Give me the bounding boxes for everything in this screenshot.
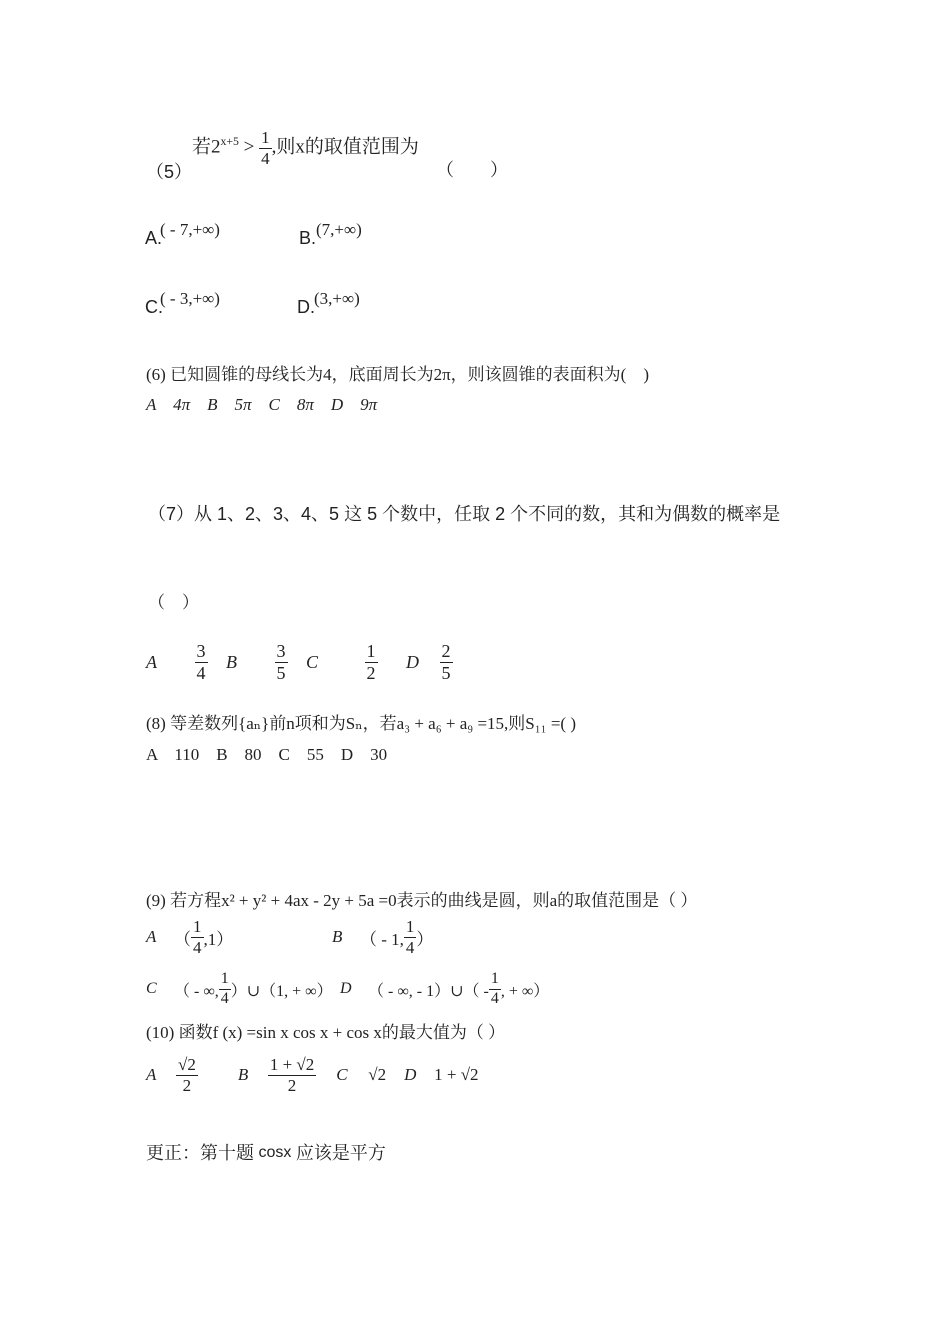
q6-stem: (6) 已知圆锥的母线长为4，底面周长为2π，则该圆锥的表面积为( ) (146, 365, 649, 384)
q5-exponent: x+5 (220, 135, 239, 149)
q9-option-c-label: C (146, 980, 157, 997)
correction-suffix: 应该是平方 (291, 1143, 386, 1163)
q5-number: （5） (146, 162, 193, 182)
q5-fraction: $\frac{1}{4}$ (261, 128, 270, 168)
q10-option-a: $\frac{√2}{2}$ (178, 1054, 196, 1095)
q5-text-post: ,则x的取值范围为 (271, 136, 419, 158)
q5-option-c-label: C. (145, 297, 163, 317)
q9-option-d-label: D (340, 980, 352, 997)
q8-stem: (8) 等差数列{aₙ}前n项和为Sₙ，若a₃ + a₆ + a₉ =15,则S₁₁ =( ) (146, 714, 576, 733)
q7-option-d: $\frac{2}{5}$ (441, 640, 451, 683)
q7-options (146, 638, 456, 686)
q10-option-d: 1 + √2 (434, 1065, 479, 1084)
q5-option-c: ( - 3,+∞) (160, 289, 220, 308)
q7-option-c-label: C (306, 651, 319, 672)
correction-prefix: 更正：第十题 (146, 1143, 259, 1163)
q5-option-d-label: D. (297, 297, 315, 317)
q7-stem: （7）从 1、2、3、4、5 这 5 个数中，任取 2 个不同的数，其和为偶数的概率是 (148, 504, 781, 524)
q9-option-a: A （ $\frac{1}{4}$ ,1） (146, 916, 234, 957)
q7-answer-paren: （ ） (148, 593, 199, 612)
q5-stem (192, 128, 419, 168)
q5-option-a: ( - 7,+∞) (160, 220, 220, 239)
q9-option-b: B （ - 1, $\frac{1}{4}$ ） (332, 916, 434, 957)
q9-option-a-label: A (146, 927, 157, 946)
q7-option-a-label: A (146, 651, 157, 672)
q8-options: A 110 B 80 C 55 D 30 (146, 745, 388, 764)
q5-option-a-label: A. (145, 228, 163, 248)
q10-option-d-label: D (404, 1065, 417, 1084)
q7-option-c: $\frac{1}{2}$ (366, 640, 376, 683)
q7-option-d-label: D (406, 651, 419, 672)
q10-option-c-label: C (336, 1065, 348, 1084)
correction-note (146, 1139, 386, 1165)
q9-stem: (9) 若方程x² + y² + 4ax - 2y + 5a =0表示的曲线是圆，则a的取值范围是（ ） (146, 891, 698, 910)
q10-stem: (10) 函数f (x) =sin x cos x + cos x的最大值为（ ） (146, 1023, 506, 1042)
q9-option-d: D （ - ∞, - 1）∪（ - $\frac{1}{4}$ , + ∞） (340, 970, 550, 1007)
q7-option-a: $\frac{3}{4}$ (196, 640, 206, 683)
q10-option-b-label: B (237, 1065, 249, 1084)
q5-answer-paren: （ ） (436, 160, 508, 180)
q7-option-b-label: B (226, 651, 237, 672)
q5-text-pre: 若2 (192, 136, 221, 158)
q9-option-b-label: B (332, 927, 343, 946)
q5-option-d: (3,+∞) (314, 289, 360, 308)
q7-option-b: $\frac{3}{5}$ (276, 640, 286, 683)
q6-options: A 4π B 5π C 8π D 9π (146, 395, 378, 414)
q10-option-c: √2 (368, 1065, 387, 1084)
q5-option-b: (7,+∞) (316, 220, 362, 239)
q5-option-b-label: B. (299, 228, 317, 248)
correction-code: cosx (258, 1144, 292, 1161)
q5-gt: > (238, 136, 260, 158)
q10-options (146, 1050, 479, 1100)
q10-option-b: $\frac{1 + √2}{2}$ (269, 1054, 315, 1095)
q10-option-a-label: A (146, 1065, 157, 1084)
q9-option-c: C （ - ∞, $\frac{1}{4}$ ）∪（1, + ∞） (146, 970, 333, 1007)
